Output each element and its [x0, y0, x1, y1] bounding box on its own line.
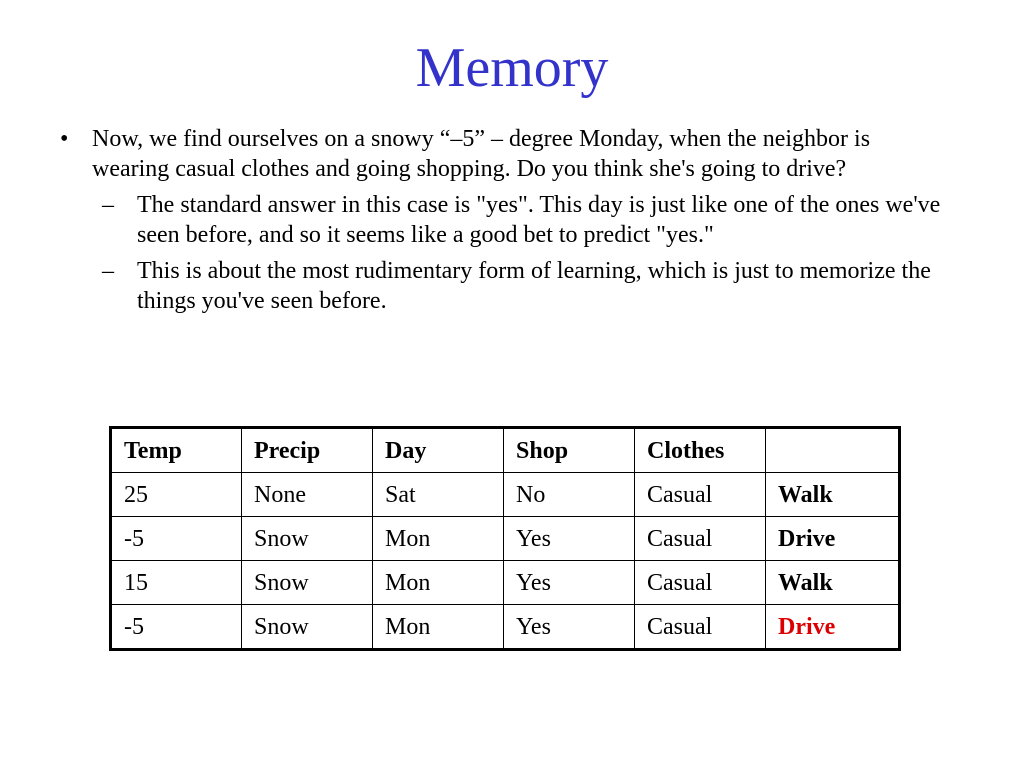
header-cell-temp: Temp: [111, 428, 242, 473]
sub-bullet-item: [0, 256, 1024, 316]
table-cell: No: [504, 473, 635, 517]
result-cell: Walk: [766, 561, 900, 605]
table-row: [111, 561, 900, 605]
table-cell: Mon: [373, 517, 504, 561]
table-row: [111, 517, 900, 561]
bullet-text: Now, we find ourselves on a snowy “–5” – degree Monday, when the neighbor is wearing casual clothes and going shopping. Do you think she's going to drive?: [92, 126, 871, 182]
sub-bullet-item: [0, 190, 1024, 250]
table-cell: 15: [111, 561, 242, 605]
sub-bullet-text: The standard answer in this case is "yes". This day is just like one of the ones we've seen before, and so it seems like a good bet to predict "yes.": [137, 192, 941, 248]
table-cell: Mon: [373, 605, 504, 650]
header-cell-precip: Precip: [242, 428, 373, 473]
table-cell: Casual: [635, 561, 766, 605]
header-cell-result: [766, 428, 900, 473]
header-cell-day: Day: [373, 428, 504, 473]
sub-bullet-marker: –: [102, 258, 114, 284]
table-cell: -5: [111, 517, 242, 561]
table-cell: Snow: [242, 605, 373, 650]
table-cell: Mon: [373, 561, 504, 605]
bullet-item: [0, 124, 1024, 184]
data-table: [109, 426, 901, 651]
bullet-list: [0, 124, 1024, 316]
table-cell: None: [242, 473, 373, 517]
table-cell: Casual: [635, 473, 766, 517]
table-cell: Snow: [242, 561, 373, 605]
table-cell: Sat: [373, 473, 504, 517]
table-cell: Yes: [504, 517, 635, 561]
header-cell-shop: Shop: [504, 428, 635, 473]
sub-bullet-marker: –: [102, 192, 114, 218]
table-cell: Casual: [635, 605, 766, 650]
table-cell: -5: [111, 605, 242, 650]
table-cell: Yes: [504, 605, 635, 650]
table-cell: 25: [111, 473, 242, 517]
result-cell: Walk: [766, 473, 900, 517]
result-cell: Drive: [766, 517, 900, 561]
table-cell: Casual: [635, 517, 766, 561]
table-row: [111, 605, 900, 650]
table-row: [111, 473, 900, 517]
table-header-row: [111, 428, 900, 473]
table-cell: Yes: [504, 561, 635, 605]
result-cell-highlighted: Drive: [766, 605, 900, 650]
table-cell: Snow: [242, 517, 373, 561]
sub-bullet-text: This is about the most rudimentary form of learning, which is just to memorize the things you've seen before.: [137, 258, 931, 314]
bullet-marker: •: [60, 126, 69, 152]
header-cell-clothes: Clothes: [635, 428, 766, 473]
slide-title: Memory: [415, 37, 609, 99]
